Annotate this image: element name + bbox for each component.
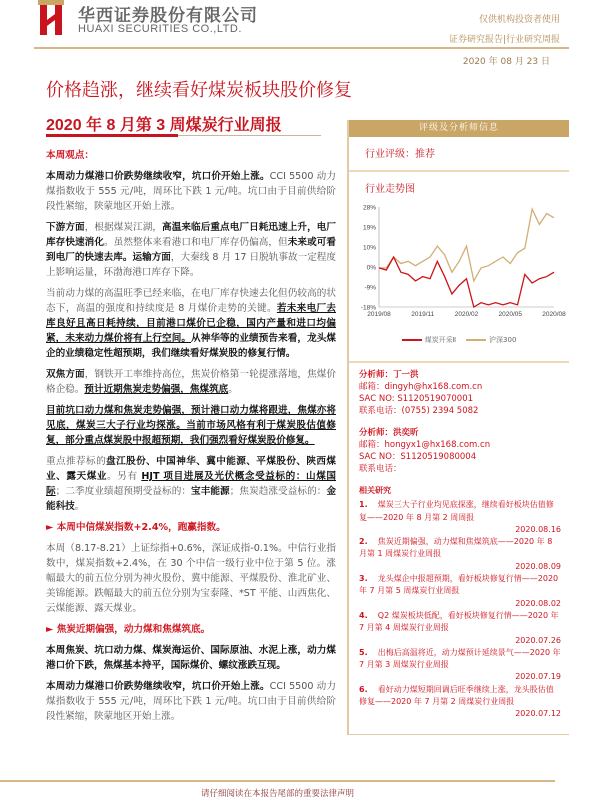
- footer-divider: [0, 780, 555, 782]
- legend-label: 沪深300: [489, 336, 517, 344]
- x-tick-label: 2020/08: [542, 311, 566, 318]
- text-segment: ► 焦炭近期偏强，动力煤和焦煤筑底。: [46, 624, 211, 635]
- body-paragraph: [46, 148, 336, 163]
- y-tick-label: 19%: [362, 224, 376, 232]
- related-report-item[interactable]: [359, 573, 561, 610]
- text-segment: ；焦炭趋涨受益标的：: [229, 486, 327, 497]
- body-paragraph: [46, 286, 336, 361]
- body-paragraph: [46, 169, 336, 214]
- report-body: [46, 148, 336, 730]
- item-date: 2020.08.09: [515, 561, 561, 571]
- body-paragraph: [46, 220, 336, 280]
- x-tick-label: 2019/11: [411, 311, 435, 318]
- item-number: 1.: [359, 500, 368, 510]
- item-date: 2020.07.19: [515, 672, 561, 682]
- text-segment: 本周动力煤港口价跌势继续收窄，坑口价开始上涨。: [46, 681, 270, 692]
- x-tick-label: 2020/02: [454, 311, 479, 318]
- item-title: 看好动力煤短期回调后旺季继续上涨，龙头股估值修复——2020 年 7 月第 2 周煤炭行业周报: [359, 684, 554, 707]
- text-segment: 本周焦炭、坑口动力煤、煤炭海运价、国际原油、水泥上涨，动力煤港口价下跌，焦煤基本持平，国际煤价、螺纹涨跌互现。: [46, 645, 336, 671]
- legend-swatch: [402, 339, 422, 341]
- related-report-item[interactable]: [359, 610, 561, 647]
- item-date: 2020.08.16: [515, 524, 561, 534]
- panel-header: 评级及分析师信息: [349, 120, 569, 137]
- body-paragraph: [46, 454, 336, 514]
- item-title: Q2 煤炭板块低配，看好板块修复行情——2020 年 7 月第 4 周煤炭行业周报: [359, 610, 559, 633]
- analyst-sac: SAC NO: S1120519070001: [359, 394, 474, 404]
- related-report-item[interactable]: [359, 684, 561, 721]
- related-research: [349, 475, 561, 721]
- text-segment: ，钢铁开工率维持高位，焦炭价格第一轮提涨落地，焦煤价格企稳。: [46, 369, 337, 395]
- subtitle-accent-bar: [46, 134, 178, 137]
- y-tick-label: -9%: [364, 284, 376, 292]
- x-tick-label: 2019/08: [367, 311, 391, 318]
- item-date: 2020.08.02: [515, 598, 561, 608]
- text-segment: 本周（8.17-8.21）上证综指+0.6%，深证成指-0.1%。中信行业指数中，煤炭指数+2.4%，在 30 个中信一级行业中位于第 5 位。涨幅最大的前五位分别为神火股份、冀中能源、平煤股份、淮北矿业、美锦能源。跌幅最大的前五位分别为宝泰隆、*ST 平能、山西焦化、云煤能源、露天煤业。: [46, 543, 336, 614]
- text-segment: 。另有: [107, 471, 142, 482]
- item-number: 6.: [359, 684, 368, 694]
- item-number: 5.: [359, 647, 368, 657]
- legal-notice: 请仔细阅读在本报告尾部的重要法律声明: [200, 789, 354, 799]
- related-report-item[interactable]: [359, 647, 561, 684]
- analyst-sac: SAC NO：S1120519080004: [359, 452, 477, 462]
- legend-swatch: [466, 339, 486, 341]
- text-segment: 目前坑口动力煤和焦炭走势偏强，预计港口动力煤将跟进，焦煤亦将见底，煤炭三大子行业均探涨。当前市场风格有利于煤炭股估值修复，部分重点煤炭股中报超预期，我们强烈看好煤炭股价修复。: [46, 405, 336, 446]
- text-segment: ，大秦线 8 月 17 日脱轨事故一定程度上影响运量，环渤海港口库存下降。: [46, 252, 337, 278]
- y-tick-label: 28%: [362, 204, 376, 212]
- analyst-name: 分析师：洪奕昕: [359, 428, 419, 438]
- body-paragraph: [46, 403, 336, 448]
- text-segment: 。: [228, 384, 238, 395]
- series-line-coal-mining: [379, 257, 554, 307]
- y-tick-label: 10%: [362, 244, 376, 252]
- item-number: 2.: [359, 537, 368, 547]
- body-paragraph: [46, 367, 336, 397]
- legend-item-hs300: [466, 335, 516, 345]
- item-date: 2020.07.12: [515, 709, 561, 719]
- legend-item-coal: [402, 335, 456, 345]
- text-segment: ，根据煤炭江湖，: [84, 222, 163, 233]
- report-category: 证券研究报告|行业研究周报: [448, 35, 560, 45]
- item-number: 4.: [359, 610, 368, 620]
- chart-legend: [349, 333, 569, 347]
- y-tick-label: 0%: [366, 264, 376, 272]
- huaxi-logo-icon: [36, 0, 66, 36]
- text-segment: 本周观点：: [46, 150, 94, 161]
- text-segment: 若未来电厂去库良好且高日耗持续，目前港口煤价已企稳，国内产量和进口均偏紧，未来动力煤价将有上行空间。: [46, 303, 337, 344]
- trend-chart-title: 行业走势图: [365, 184, 415, 195]
- analyst-email[interactable]: 邮箱：hongyx1@hx168.com.cn: [359, 440, 491, 450]
- industry-rating: 行业评级：推荐: [349, 137, 569, 172]
- related-research-title: 相关研究: [359, 486, 391, 495]
- text-segment: ；二季度业绩超预期受益标的：: [55, 486, 192, 497]
- analyst-1: [349, 363, 569, 417]
- company-logo: [36, 0, 266, 38]
- text-segment: 预计近期焦炭走势偏强，焦煤筑底: [84, 384, 229, 395]
- text-segment: 高温来临后重点电厂日耗迅速上升，电厂库存快速消化: [46, 222, 337, 248]
- body-paragraph: [46, 622, 336, 637]
- company-name-en: HUAXI SECURITIES CO.,LTD.: [78, 23, 242, 35]
- text-segment: 盘江股份、中国神华、冀中能源、平煤股份、陕西煤业、露天煤业: [46, 456, 337, 482]
- text-segment: 本周动力煤港口价跌势继续收窄，坑口价开始上涨。: [46, 171, 270, 182]
- item-title: 出梅后高温将近，动力煤预计延续景气——2020 年 7 月第 3 周煤炭行业周报: [359, 647, 561, 670]
- text-segment: HJT 项目进展及光伏概念受益标的：山煤国际: [46, 471, 337, 497]
- company-name-cn: 华西证券股份有限公司: [78, 6, 258, 26]
- item-date: 2020.07.26: [515, 635, 561, 645]
- text-segment: 当前动力煤的高温旺季已经来临，在电厂库存快速去化但仍较高的状态下，高温的强度和持续度是 8 月煤价走势的关键。: [46, 288, 336, 314]
- report-date: 2020 年 08 月 23 日: [462, 57, 550, 67]
- audience-note: 仅供机构投资者使用: [478, 15, 560, 25]
- legend-label: 煤炭开采Ⅱ: [424, 336, 457, 344]
- text-segment: 未来或可看到电厂的快速去库。运输方面: [46, 237, 337, 263]
- y-tick-label: -18%: [360, 304, 376, 312]
- analyst-phone: 联系电话：(0755) 2394 5082: [359, 406, 479, 416]
- text-segment: ► 本周中信煤炭指数+2.4%，跑赢指数。: [46, 522, 226, 533]
- x-tick-label: 2020/05: [498, 311, 522, 318]
- text-segment: 金能科技: [46, 486, 337, 512]
- analyst-name: 分析师：丁一洪: [359, 370, 419, 380]
- report-title: 价格趋涨，继续看好煤炭板块股价修复: [46, 80, 352, 101]
- trend-chart: [349, 199, 569, 329]
- text-segment: 。: [74, 501, 85, 512]
- body-paragraph: [46, 520, 336, 535]
- text-segment: 双焦方面: [46, 369, 85, 380]
- item-title: 煤炭三大子行业均见底探涨，继续看好板块估值修复——2020 年 8 月第 2 周周报: [359, 500, 554, 522]
- body-paragraph: [46, 643, 336, 673]
- text-segment: 下游方面: [46, 222, 85, 233]
- analyst-2: [349, 417, 569, 475]
- header-divider: [34, 47, 569, 49]
- related-report-item[interactable]: [359, 536, 561, 573]
- series-line-hs300: [379, 209, 554, 281]
- analyst-phone: 联系电话：: [359, 464, 402, 474]
- text-segment: 从神华等的业绩预告来看，龙头煤企的业绩稳定性超预期，我们继续看好煤炭股的修复行情。: [46, 333, 337, 359]
- text-segment: 。虽然整体来看港口和电厂库存仍偏高，但: [104, 237, 288, 248]
- item-number: 3.: [359, 574, 368, 584]
- text-segment: 重点推荐标的: [46, 456, 107, 467]
- text-segment: CCI 5500 动力煤指数收于 555 元/吨，周环比下跌 1 元/吨。坑口由于目前供给阶段性紧缩，陕蒙地区开始上涨。: [46, 681, 336, 722]
- report-subtitle: 2020 年 8 月第 3 周煤炭行业周报: [46, 117, 282, 134]
- body-paragraph: [46, 541, 336, 616]
- text-segment: 宝丰能源: [191, 486, 230, 497]
- body-paragraph: [46, 679, 336, 724]
- related-report-item[interactable]: [359, 499, 561, 536]
- item-title: 焦炭近期偏强，动力煤和焦煤筑底——2020 年 8 月第 1 周煤炭行业周报: [359, 537, 553, 559]
- analyst-email[interactable]: 邮箱：dingyh@hx168.com.cn: [359, 382, 483, 392]
- item-title: 龙头煤企中报超预期，看好板块修复行情——2020 年 7 月第 5 周煤炭行业周报: [359, 574, 559, 596]
- rating-analyst-panel: [347, 120, 569, 735]
- text-segment: CCI 5500 动力煤指数收于 555 元/吨，周环比下跌 1 元/吨。坑口由于目前供给阶段性紧缩，陕蒙地区开始上涨。: [46, 171, 336, 212]
